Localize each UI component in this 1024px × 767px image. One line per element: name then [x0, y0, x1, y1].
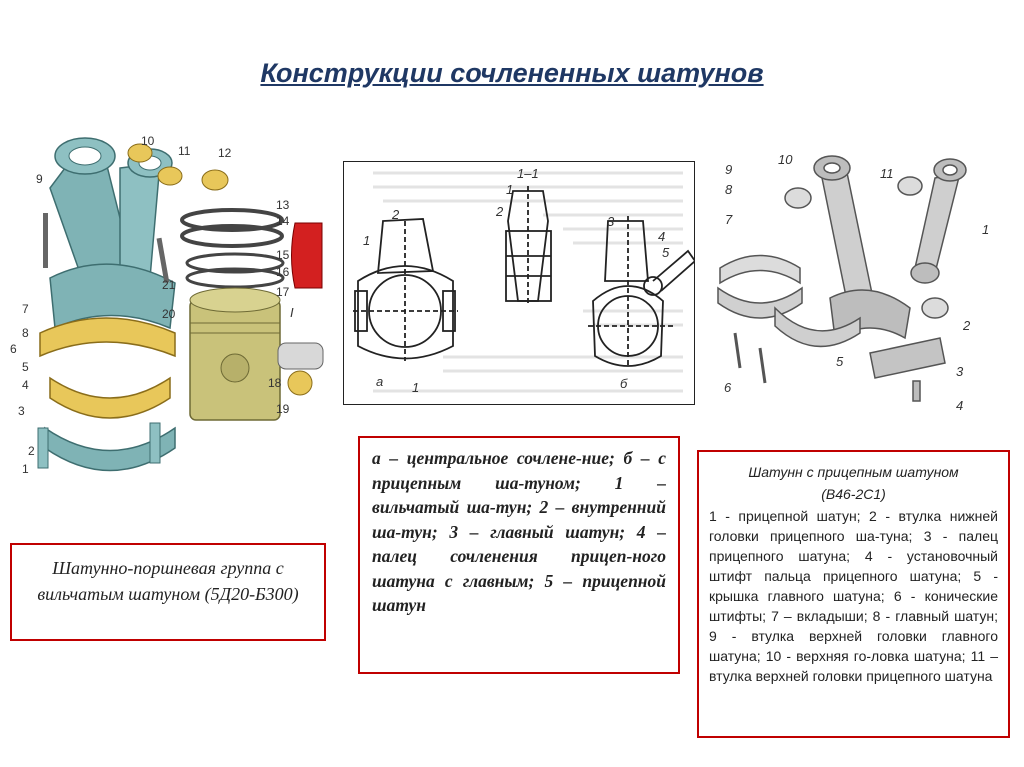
label-14: 14: [276, 214, 290, 228]
cap-bolt-left: [38, 428, 48, 468]
right-label-8: 8: [725, 182, 733, 197]
piston-pin-18: [278, 343, 323, 369]
bearing-shells: [720, 256, 800, 284]
label-5: 5: [22, 360, 29, 374]
label-16: 16: [276, 265, 290, 279]
right-label-7: 7: [725, 212, 733, 227]
label-21: 21: [162, 278, 176, 292]
label-4: 4: [22, 378, 29, 392]
caption-center-box: [358, 436, 680, 674]
label-17: 17: [276, 285, 290, 299]
right-label-1: 1: [982, 222, 990, 237]
caption-right-body: 1 - прицепной шатун; 2 - втулка нижней головки прицепного ша-туна; 3 - палец прицепного шатуна; 4 - установочный штифт пальца прицепного шатуна; 5 - крышка главного шатуна; 6 - конические штифты; 7 – вкладыши; 8 - главный шатун; 9 - втулка верхней головки главного шатуна; 10 - верхняя го-ловка шатуна; 11 – втулка верхней головки прицепного шатуна: [709, 508, 998, 684]
right-label-9: 9: [725, 162, 733, 177]
caption-right-heading-1: Шатунн с прицепным шатуном: [748, 464, 959, 480]
label-20: 20: [162, 307, 176, 321]
bolt-left: [43, 213, 48, 268]
bushing-11: [158, 167, 182, 185]
center-label-1-1: 1–1: [517, 166, 539, 181]
right-label-3: 3: [956, 364, 964, 379]
locating-pin: [913, 381, 920, 401]
center-label-a: а: [376, 374, 384, 389]
right-label-2: 2: [963, 318, 971, 333]
label-7: 7: [22, 302, 29, 316]
bearing-shell-lower: [50, 378, 170, 418]
label-6: 6: [10, 342, 17, 356]
articulated-rod-pin: [870, 338, 945, 378]
inner-rod-body: [120, 163, 160, 278]
caption-right-box: [697, 450, 1010, 738]
bushing-2: [922, 298, 948, 318]
center-label-3: 3: [607, 214, 615, 229]
taper-pin-a: [735, 333, 740, 368]
page-title: Конструкции сочлененных шатунов: [260, 58, 764, 88]
center-figure-rod-articulation-drawing: [343, 161, 695, 405]
forked-rod-body: [50, 158, 130, 278]
center-label-2-section: 2: [496, 204, 504, 219]
right-figure-articulated-rod-exploded: [710, 148, 1010, 418]
label-19: 19: [276, 402, 290, 416]
label-18: 18: [268, 376, 282, 390]
right-label-5: 5: [836, 354, 844, 369]
center-label-1: 1: [363, 233, 371, 248]
bushing-11: [898, 177, 922, 195]
label-12: 12: [218, 146, 232, 160]
plug-19: [288, 371, 312, 395]
right-label-6: 6: [724, 380, 732, 395]
caption-left-box: [10, 543, 326, 641]
center-label-5: 5: [662, 245, 670, 260]
label-11: 11: [178, 144, 191, 158]
right-label-11: 11: [880, 166, 894, 181]
label-10: 10: [141, 134, 155, 148]
center-label-b: б: [620, 376, 628, 391]
red-plug-part: [292, 223, 323, 288]
label-I: I: [290, 305, 294, 320]
label-13: 13: [276, 198, 290, 212]
center-label-1-top: 1: [506, 182, 514, 197]
label-15: 15: [276, 248, 290, 262]
center-label-1-bottom: 1: [412, 380, 420, 395]
center-label-2: 2: [392, 207, 400, 222]
cap-bolt-right: [150, 423, 160, 463]
caption-left-text: Шатунно-поршневая группа с вильчатым шатуном (5Д20-Б300): [37, 558, 299, 604]
label-1: 1: [22, 462, 29, 476]
label-9: 9: [36, 172, 43, 186]
caption-center-text: а – центральное сочлене-ние; б – с прицепным ша-туном; 1 – вильчатый ша-тун; 2 – внутренний ша-тун; 3 – главный шатун; 4 – палец сочленения прицеп-ного шатуна с главным; 5 – прицепной шатун: [372, 448, 666, 615]
caption-right-heading-2: (В46-2С1): [821, 486, 886, 502]
piston-pin-boss: [221, 354, 249, 382]
label-2: 2: [28, 444, 35, 458]
label-8: 8: [22, 326, 29, 340]
center-label-4: 4: [658, 229, 666, 244]
bushing-12: [202, 170, 228, 190]
right-label-4: 4: [956, 398, 964, 413]
right-label-10: 10: [778, 152, 793, 167]
label-3: 3: [18, 404, 25, 418]
taper-pin-b: [760, 348, 765, 383]
bushing-9: [785, 188, 811, 208]
